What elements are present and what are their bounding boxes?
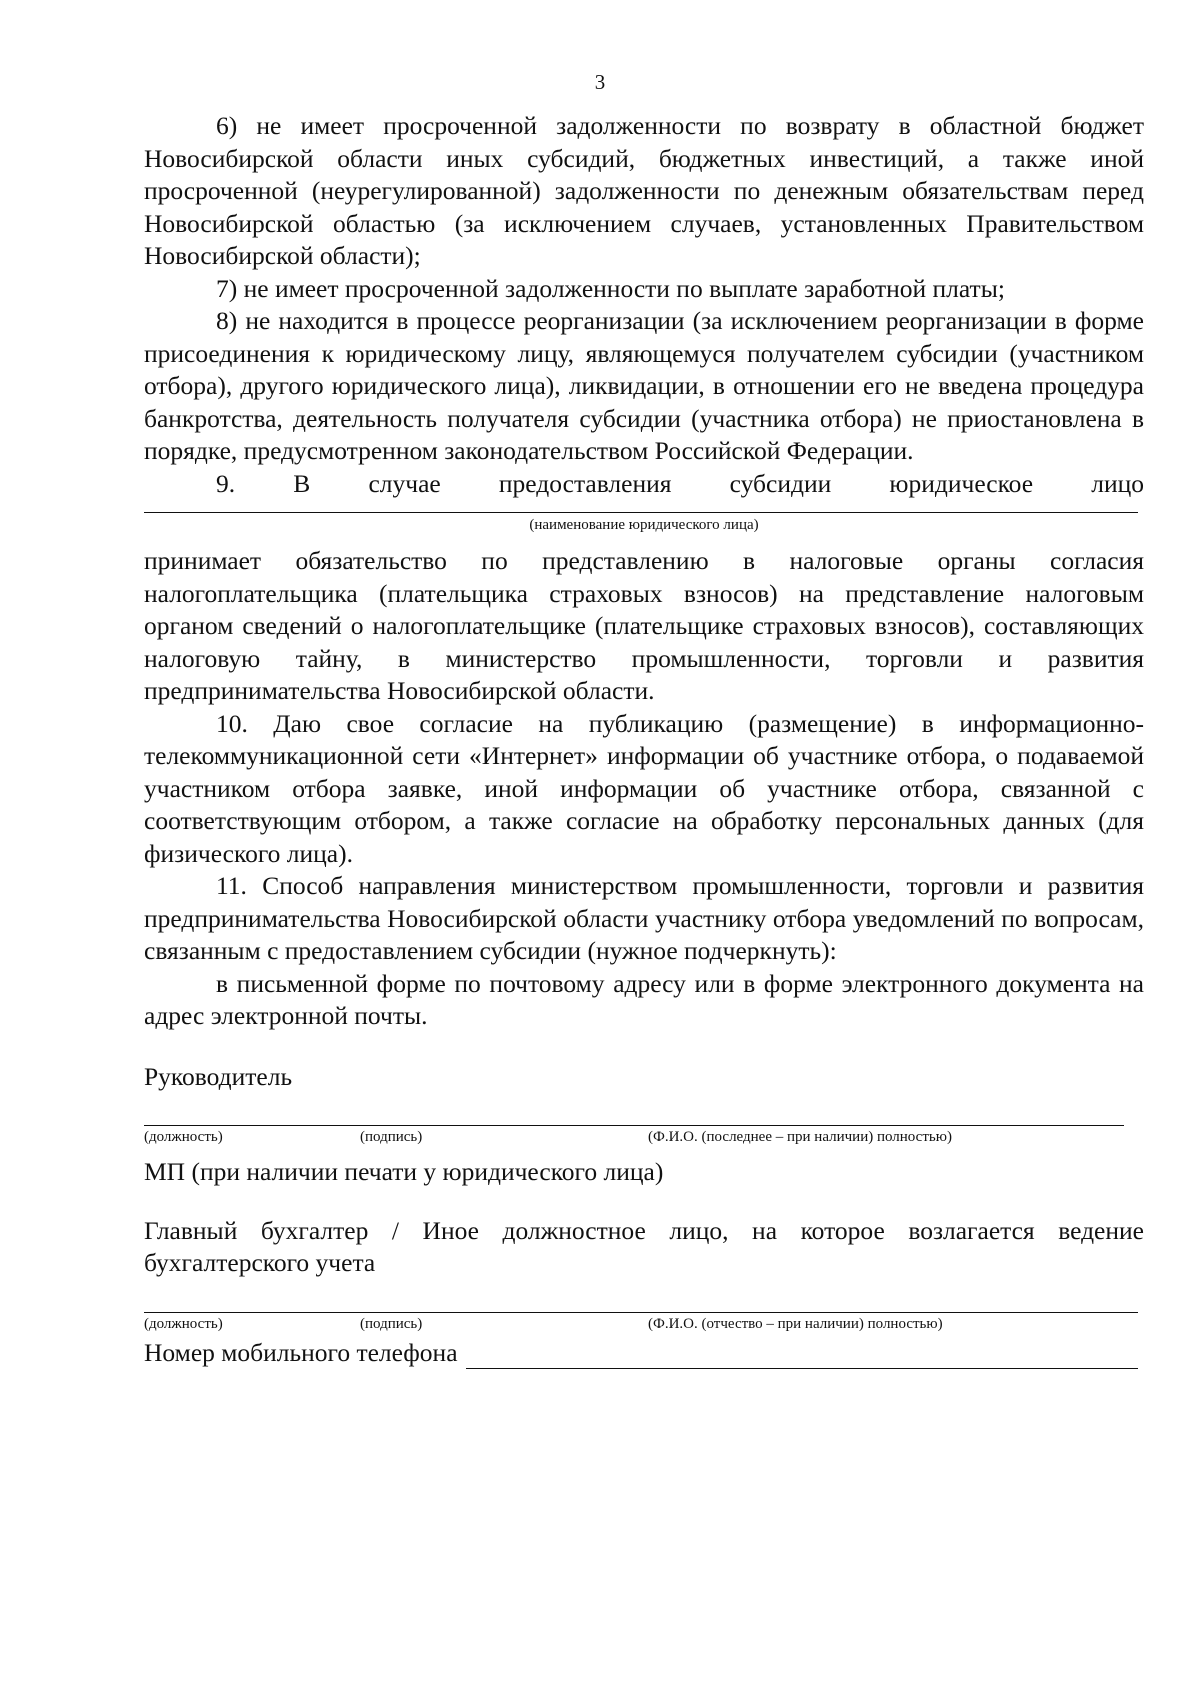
legal-entity-name-line[interactable] xyxy=(144,500,1138,513)
phone-label: Номер мобильного телефона xyxy=(144,1337,458,1367)
head-caption-name: (Ф.И.О. (последнее – при наличии) полностью) xyxy=(648,1129,952,1145)
paragraph-9-continuation: принимает обязательство по представлению в налоговые органы согласия налогоплательщика (плательщика страховых взносов) на представление налоговым органом сведений о налогоплательщике (плательщике страховых взносов), составляющих налоговую тайну, в министерство промышленности, торговли и развития предпринимательства Новосибирской области. xyxy=(144,546,1144,705)
phone-input-line[interactable] xyxy=(466,1342,1138,1369)
accountant-caption-signature: (подпись) xyxy=(360,1315,423,1332)
paragraph-10: 10. Даю свое согласие на публикацию (размещение) в информационно-телекоммуникационной сети «Интернет» информации об участнике отбора, о подаваемой участником отбора заявке, иной информации об участнике отбора, связанной с соответствующим отбором, а также согласие на обработку персональных данных (для физического лица). xyxy=(144,708,1144,868)
accountant-signature-line[interactable] xyxy=(144,1280,1138,1313)
accountant-signature-block xyxy=(144,1280,1144,1337)
head-signature-block xyxy=(144,1093,1144,1150)
paragraph-6: 6) не имеет просроченной задолженности по возврату в областной бюджет Новосибирской области иных субсидий, бюджетных инвестиций, а также иной просроченной (неурегулированной) задолженности по денежным обязательствам перед Новосибирской областью (за исключением случаев, установленных Правительством Новосибирской области); xyxy=(144,111,1144,270)
phone-row xyxy=(144,1337,1138,1370)
paragraph-9-lead: 9. В случае предоставления субсидии юридическое лицо xyxy=(216,468,1144,498)
paragraph-11: 11. Способ направления министерством промышленности, торговли и развития предпринимательства Новосибирской области участнику отбора уведомлений по вопросам, связанным с предоставлением субсидии (нужное подчеркнуть): xyxy=(144,871,1144,965)
head-caption-position: (должность) xyxy=(144,1129,223,1145)
stamp-note: МП (при наличии печати у юридического лица) xyxy=(144,1157,664,1186)
document-body xyxy=(144,110,1144,1369)
accountant-label: Главный бухгалтер / Иное должностное лицо, на которое возлагается ведение бухгалтерского учета xyxy=(144,1215,1144,1277)
accountant-caption-name: (Ф.И.О. (отчество – при наличии) полностью) xyxy=(648,1315,943,1332)
head-caption-signature: (подпись) xyxy=(360,1129,423,1145)
paragraph-7: 7) не имеет просроченной задолженности по выплате заработной платы; xyxy=(216,273,1005,303)
head-signature-line[interactable] xyxy=(144,1093,1124,1126)
head-label: Руководитель xyxy=(144,1061,293,1091)
accountant-caption-position: (должность) xyxy=(144,1315,223,1332)
paragraph-8: 8) не находится в процессе реорганизации (за исключением реорганизации в форме присоединения к юридическому лицу, являющемуся получателем субсидии (участником отбора), другого юридического лица), ликвидации, в отношении его не введена процедура банкротства, деятельность получателя субсидии (участника отбора) не приостановлена в порядке, предусмотренном законодательством Российской Федерации. xyxy=(144,306,1144,465)
legal-entity-name-caption: (наименование юридического лица) xyxy=(529,517,759,533)
page-number: 3 xyxy=(594,70,606,94)
paragraph-11-option[interactable]: в письменной форме по почтовому адресу или в форме электронного документа на адрес электронной почты. xyxy=(144,968,1144,1030)
